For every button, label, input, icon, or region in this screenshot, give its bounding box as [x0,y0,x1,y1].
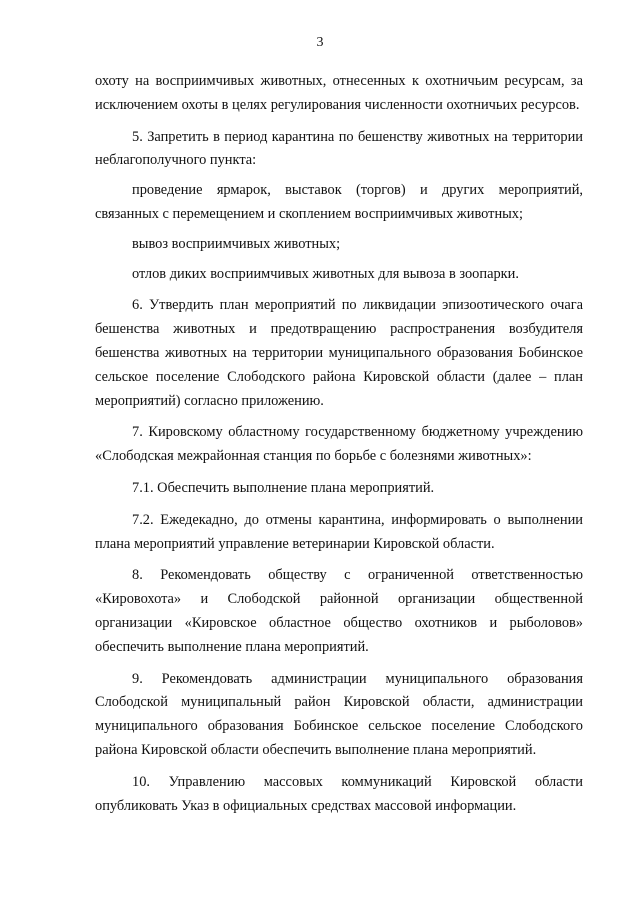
paragraph-6-action-plan: 6. Утвердить план мероприятий по ликвидации эпизоотического очага бешенства животных и предотвращению распространения возбудителя бешенства животных на территории муниципального образования Бобинское сельское поселение Слободского района Кировской области (далее – план мероприятий) согласно приложению. [95,297,583,409]
paragraph-7-1: 7.1. Обеспечить выполнение плана мероприятий. [132,479,435,496]
paragraph-10-publish: 10. Управлению массовых коммуникаций Кировской области опубликовать Указ в официальных средствах массовой информации. [95,773,583,814]
paragraph-9-recommend-administration: 9. Рекомендовать администрации муниципального образования Слободской муниципальный район Кировской области, администрации муниципального образования Бобинское сельское поселение Слободского района Кировской области обеспечить выполнение плана мероприятий. [95,670,583,758]
paragraph-hunting-restriction: охоту на восприимчивых животных, отнесенных к охотничьим ресурсам, за исключением охоты в целях регулирования численности охотничьих ресурсов. [95,73,583,113]
paragraph-5-quarantine-ban: 5. Запретить в период карантина по бешенству животных на территории неблагополучного пункта: [95,128,583,169]
paragraph-ban-capture: отлов диких восприимчивых животных для вывоза в зоопарки. [132,265,519,282]
paragraph-7-vet-station: 7. Кировскому областному государственному бюджетному учреждению «Слободская межрайонная станция по борьбе с болезнями животных»: [95,424,583,465]
document-body [95,70,583,826]
page-number: 3 [316,35,324,50]
paragraph-ban-export: вывоз восприимчивых животных; [132,235,341,252]
paragraph-ban-fairs: проведение ярмарок, выставок (торгов) и других мероприятий, связанных с перемещением и скоплением восприимчивых животных; [95,182,583,222]
paragraph-8-recommend-hunters: 8. Рекомендовать обществу с ограниченной ответственностью «Кировохота» и Слободской районной организации общественной организации «Кировское областное общество охотников и рыболовов» обеспечить выполнение плана мероприятий. [95,567,583,655]
paragraph-7-2: 7.2. Ежедекадно, до отмены карантина, информировать о выполнении плана мероприятий управление ветеринарии Кировской области. [95,511,583,552]
